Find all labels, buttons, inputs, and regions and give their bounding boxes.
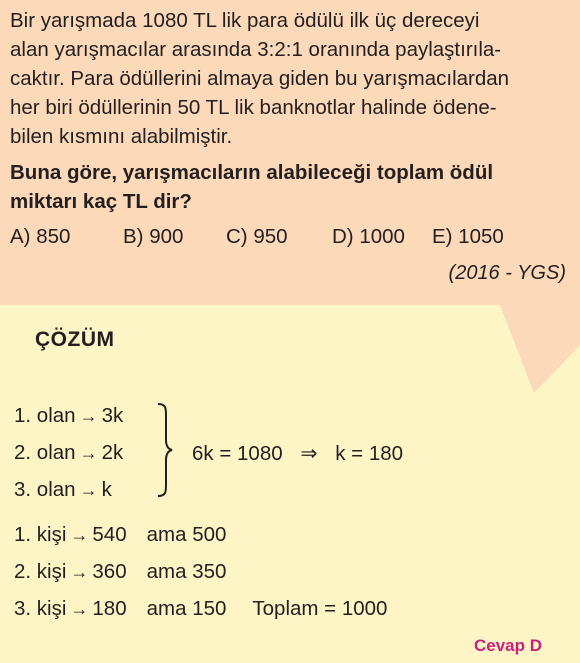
person-ama: ama 350 [146,560,227,583]
equation-result: k = 180 [335,442,404,465]
corner-notch [500,305,580,395]
ratio-value: k [101,478,112,501]
ratio-label: 1. olan [14,404,76,427]
ratio-row [14,478,112,502]
answer-label: Cevap D [473,636,542,655]
choice-b[interactable]: B) 900 [123,225,184,248]
question-line: bilen kısmını alabilmiştir. [10,125,233,148]
person-row [14,560,226,584]
question-prompt-line: Buna göre, yarışmacıların alabileceği toplam ödül [10,161,494,184]
person-row [14,597,387,621]
ratio-row [14,441,123,465]
person-ama: ama 500 [146,523,227,546]
question-line: Bir yarışmada 1080 TL lik para ödülü ilk üç dereceyi [10,9,480,32]
equation [192,441,403,466]
person-value: 540 [92,523,127,546]
implies-icon: ⇒ [300,442,318,465]
person-label: 2. kişi [14,560,67,583]
question-line: alan yarışmacılar arasında 3:2:1 oranında paylaştırıla- [10,38,502,61]
ratio-label: 2. olan [14,441,76,464]
person-label: 1. kişi [14,523,67,546]
person-ama: ama 150 [146,597,227,620]
total: Toplam = 1000 [252,597,388,620]
ratio-label: 3. olan [14,478,76,501]
arrow-icon: → [70,525,89,545]
question-panel [0,0,580,305]
person-row [14,523,226,547]
solution-title: ÇÖZÜM [35,328,115,351]
arrow-icon: → [70,599,89,619]
choice-a[interactable]: A) 850 [10,225,71,248]
arrow-icon: → [70,562,89,582]
question-prompt [10,158,570,216]
question-text [10,6,566,151]
choice-e[interactable]: E) 1050 [432,225,504,248]
source-label: (2016 - YGS) [448,262,566,284]
ratio-value: 2k [101,441,124,464]
arrow-icon: → [79,443,98,463]
equation-left: 6k = 1080 [192,442,283,465]
person-value: 360 [92,560,127,583]
choice-d[interactable]: D) 1000 [332,225,405,248]
arrow-icon: → [79,480,98,500]
question-line: her biri ödüllerinin 50 TL lik banknotlar halinde ödene- [10,96,497,119]
arrow-icon: → [79,406,98,426]
right-brace-icon [156,402,174,498]
ratio-row [14,404,123,428]
person-label: 3. kişi [14,597,67,620]
choice-c[interactable]: C) 950 [226,225,288,248]
person-value: 180 [92,597,127,620]
question-line: caktır. Para ödüllerini almaya giden bu yarışmacılardan [10,67,510,90]
question-prompt-line: miktarı kaç TL dir? [10,190,192,213]
ratio-value: 3k [101,404,124,427]
